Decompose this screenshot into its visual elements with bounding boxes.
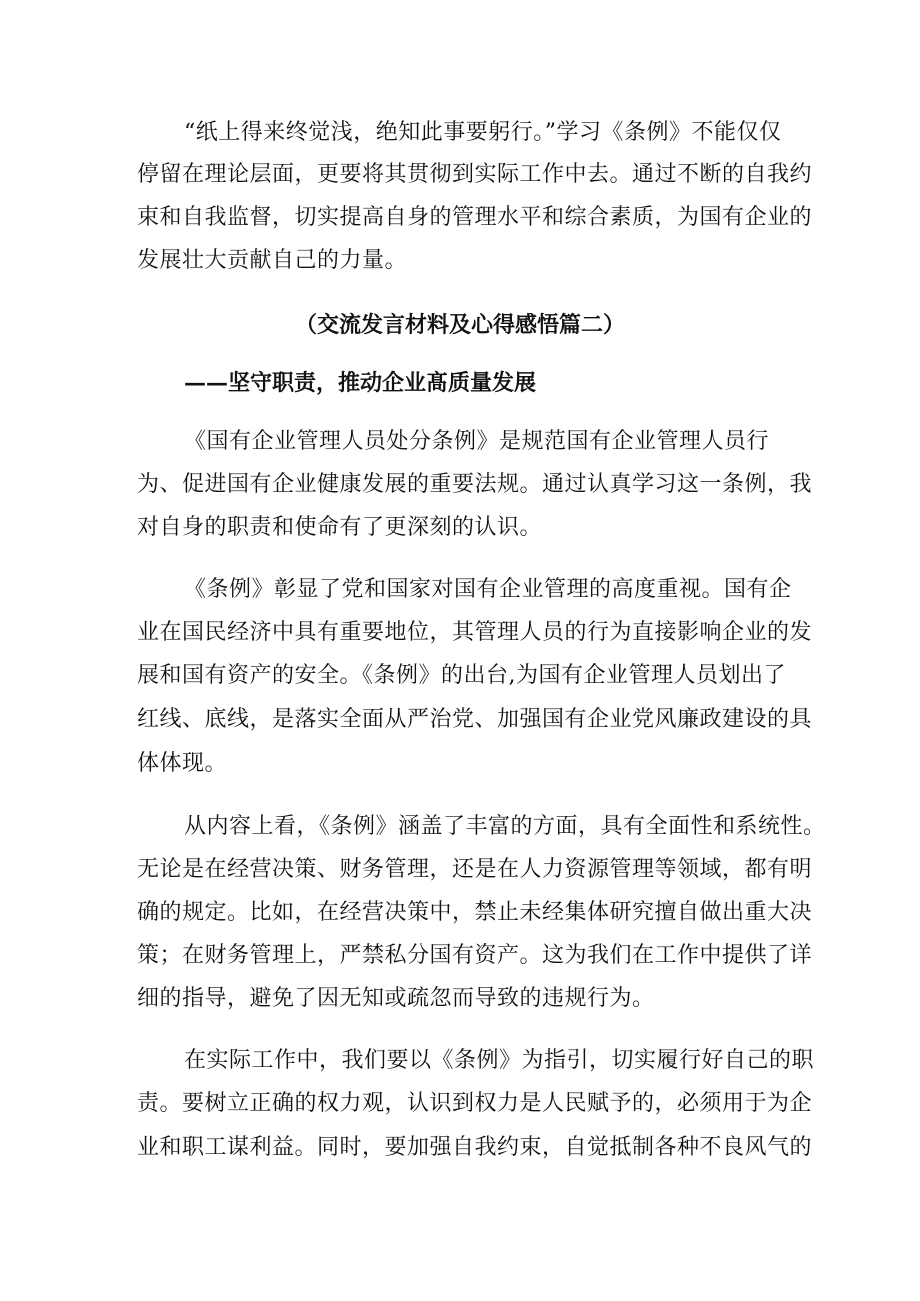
paragraph-line: 在实际工作中，我们要以《条例》为指引，切实履行好自己的职	[184, 1048, 815, 1073]
paragraph-line: 《国有企业管理人员处分条例》是规范国有企业管理人员行	[184, 429, 770, 454]
paragraph-line: 从内容上看，《条例》涵盖了丰富的方面，具有全面性和系统性。	[184, 814, 826, 839]
subtitle: ——坚守职责，推动企业髙质量发展	[184, 370, 537, 396]
paragraph-line: 体体现。	[137, 751, 228, 776]
paragraph-line: 细的指导，避免了因无知或疏忽而导致的违规行为。	[137, 986, 655, 1011]
paragraph-line: 策；在财务管理上，严禁私分国有资产。这为我们在工作中提供了详	[137, 943, 813, 968]
paragraph-line: 发展壮大贡献自己的力量。	[137, 248, 408, 273]
paragraph-line: 束和自我监督，切实提高自身的管理水平和综合素质，为国有企业的	[137, 205, 813, 230]
paragraph-line: 对自身的职责和使命有了更深刻的认识。	[137, 515, 543, 540]
paragraph-line: 业在国民经济中具有重要地位，其管理人员的行为直接影响企业的发	[137, 620, 813, 645]
paragraph-line: 停留在理论层面，更要将其贯彻到实际工作中去。通过不断的自我约	[137, 162, 813, 187]
paragraph-line: 责。要树立正确的权力观，认识到权力是人民赋予的，必须用于为企	[137, 1091, 813, 1116]
paragraph-line: 《条例》彰显了党和国家对国有企业管理的高度重视。国有企	[184, 577, 792, 602]
section-title: （交流发言材料及心得感悟篇二）	[294, 312, 625, 338]
paragraph-line: 业和职工谋利益。同时，要加强自我约束，自觉抵制各种不良风气的	[137, 1135, 813, 1160]
paragraph-line: 无论是在经营决策、财务管理，还是在人力资源管理等领域，都有明	[137, 857, 813, 882]
paragraph-line: 为、促进国有企业健康发展的重要法规。通过认真学习这一条例，我	[137, 472, 813, 497]
paragraph-line: “纸上得来终觉浅，绝知此事要躬行。”学习《条例》不能仅仅	[184, 120, 782, 145]
paragraph-line: 红线、底线，是落实全面从严治党、加强国有企业党风廉政建设的具	[137, 707, 813, 732]
paragraph-line: 展和国有资产的安全。《条例》的出台,为国有企业管理人员划出了	[137, 663, 786, 688]
paragraph-line: 确的规定。比如，在经营决策中，禁止未经集体研究擅自做出重大决	[137, 900, 813, 925]
